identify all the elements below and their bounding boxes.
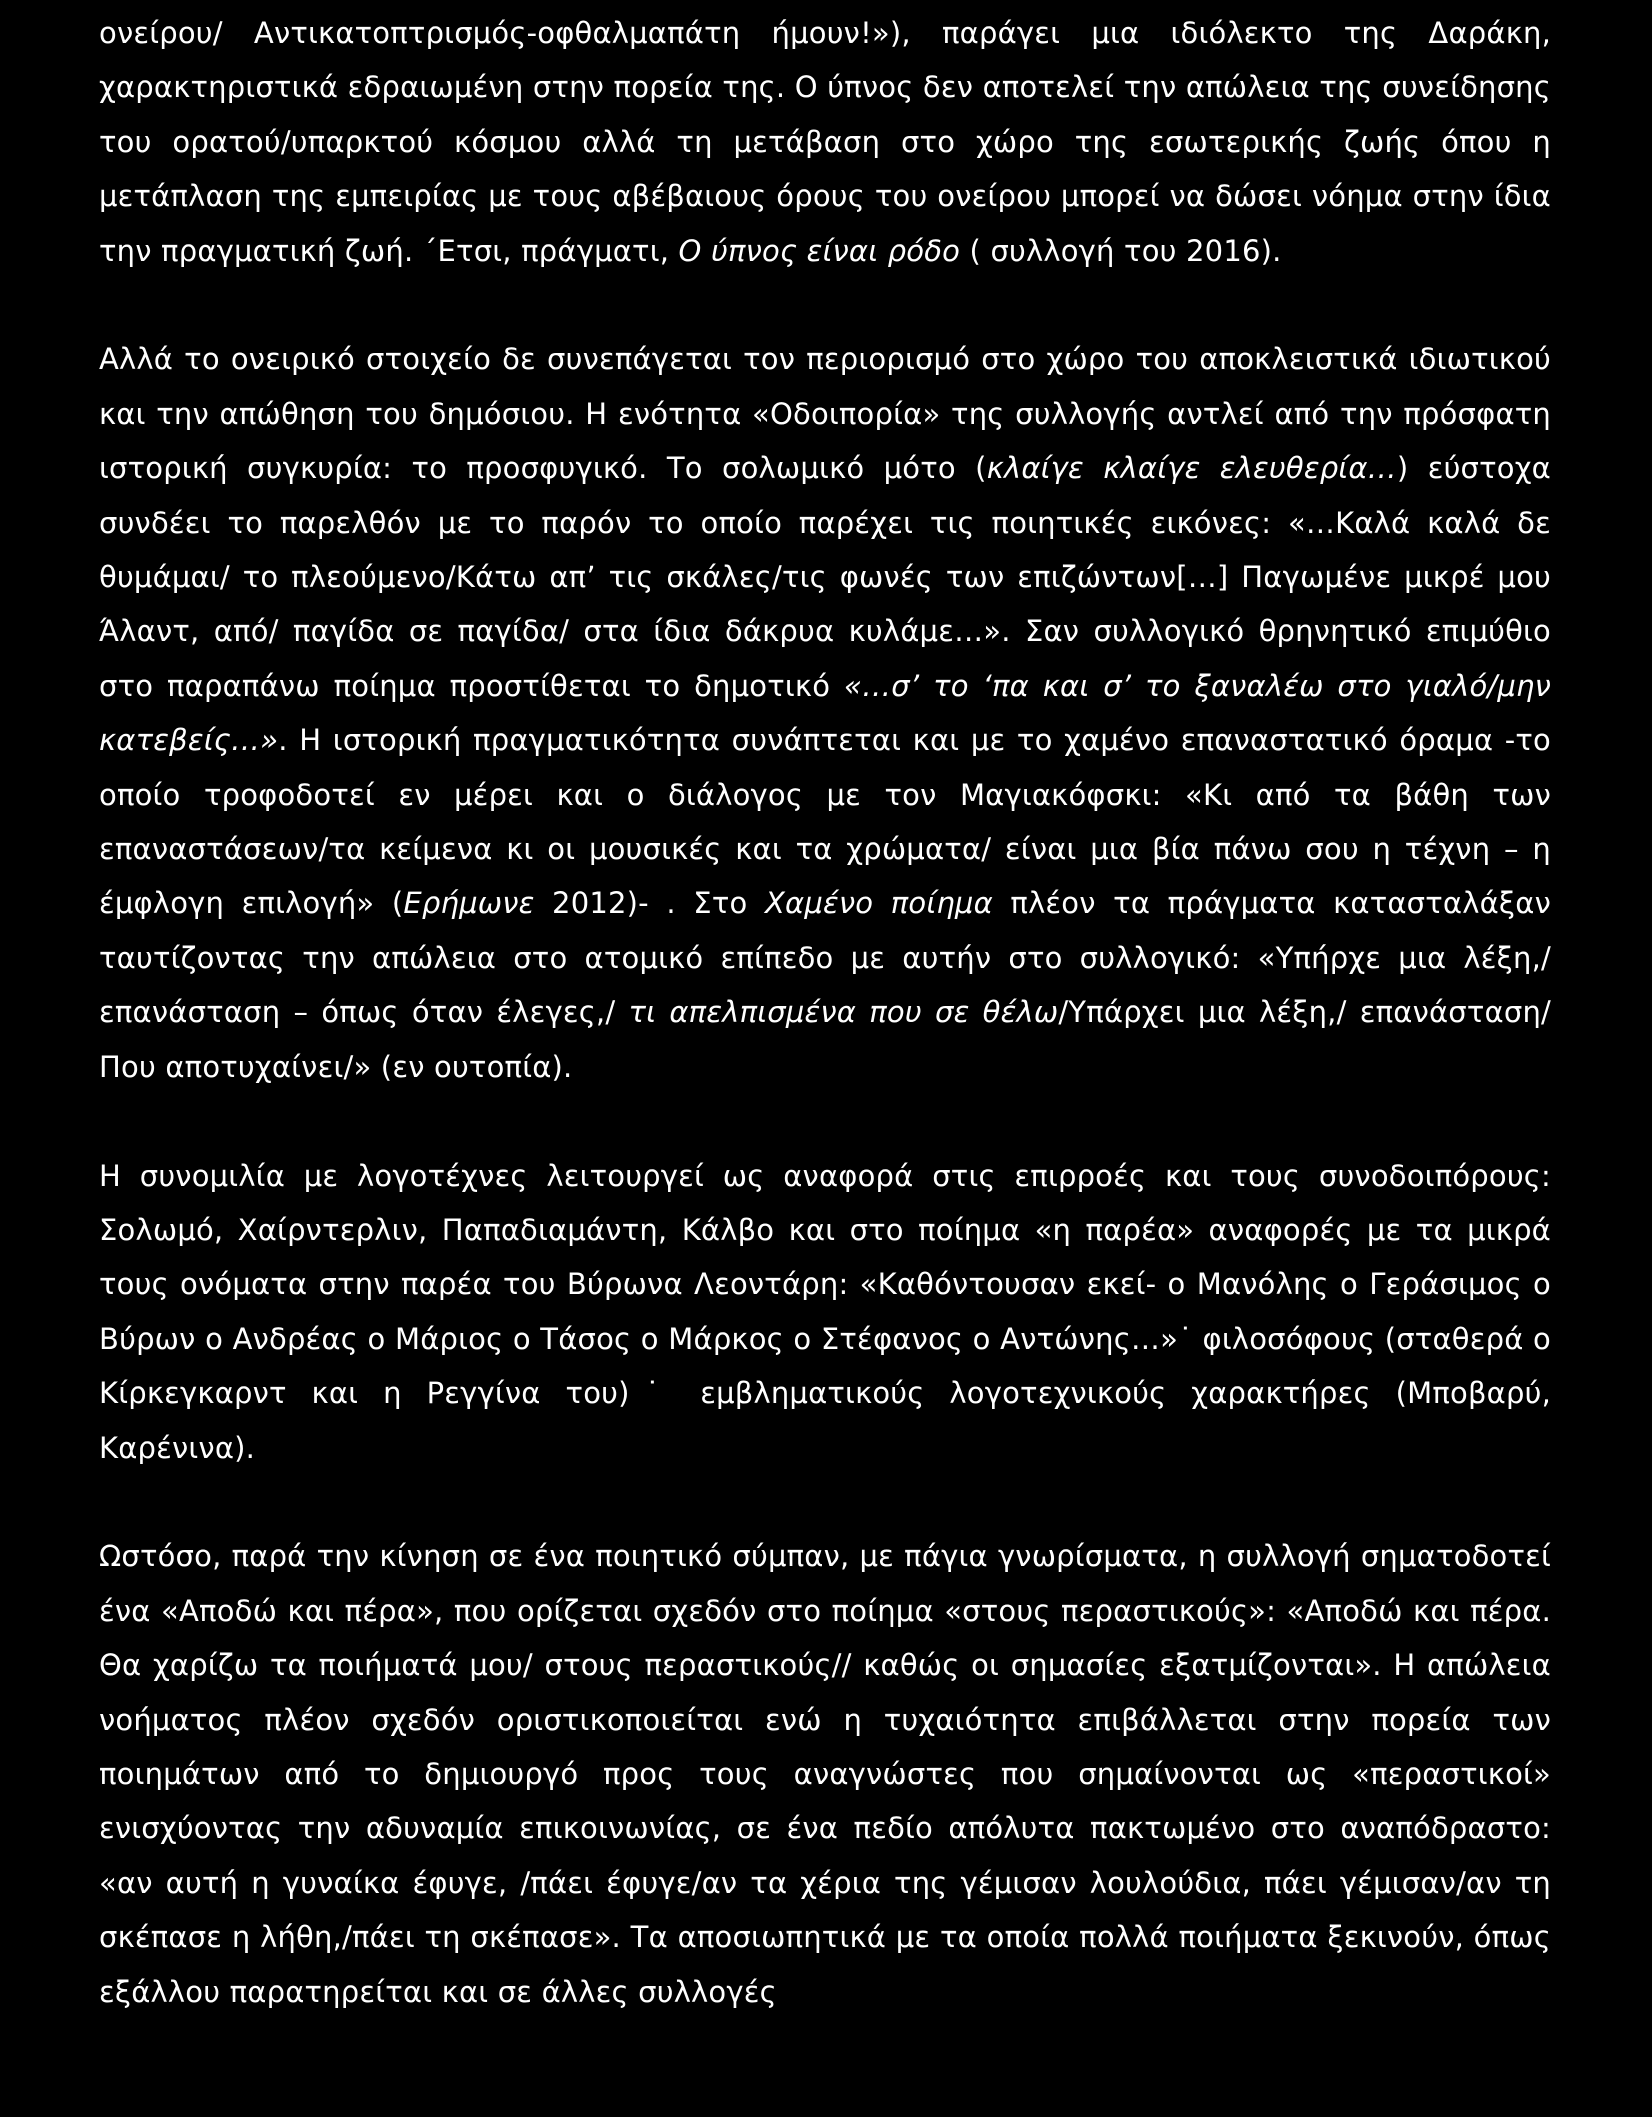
- paragraph-text: Ωστόσο, παρά την κίνηση σε ένα ποιητικό σύμπαν, με πάγια γνωρίσματα, η συλλογή σηματοδοτεί ένα «Αποδώ και πέρα», που ορίζεται σχεδόν στο ποίημα «στους περαστικούς»: «Αποδώ και πέρα. Θα χαρίζω τα ποιήματά μου/ στους περαστικούς// καθώς οι σημασίες εξατμίζονται». Η απώλεια νοήματος πλέον σχεδόν οριστικοποιείται ενώ η τυχαιότητα επιβάλλεται στην πορεία των ποιημάτων από το δημιουργό προς τους αναγνώστες που σημαίνονται ως «περαστικοί» ενισχύοντας την αδυναμία επικοινωνίας, σε ένα πεδίο απόλυτα πακτωμένο στο αναπόδραστο: «αν αυτή η γυναίκα έφυγε, /πάει έφυγε/αν τα χέρια της γέμισαν λουλούδια, πάει γέμισαν/αν τη σκέπασε η λήθη,/πάει τη σκέπασε». Τα αποσιωπητικά με τα οποία πολλά ποιήματα ξεκινούν, όπως εξάλλου παρατηρείται και σε άλλες συλλογές: [99, 1539, 1551, 2009]
- document-page: [99, 6, 1551, 2019]
- paragraph-passersby: [99, 1529, 1551, 2019]
- folk-song-quote-italic: «…σ’ το ‘πα και σ’ το ξαναλέω στο γιαλό/μην κατεβείς…»: [99, 668, 1551, 758]
- paragraph-text: 2012)- . Στο: [534, 886, 765, 921]
- paragraph-sleep-dream: [99, 6, 1551, 278]
- paragraph-literary-dialogue: [99, 1149, 1551, 1475]
- paragraph-text: . Η ιστορική πραγματικότητα συνάπτεται και με το χαμένο επαναστατικό όραμα -το οποίο τροφοδοτεί εν μέρει και ο διάλογος με τον Μαγιακόφσκι: «Κι από τα βάθη των επαναστάσεων/τα κείμενα κι οι μουσικές και τα χρώματα/ είναι μια βία πάνω σου η τέχνη – η έμφλογη επιλογή» (: [99, 723, 1551, 921]
- paragraph-text: Αλλά το ονειρικό στοιχείο δε συνεπάγεται τον περιορισμό στο χώρο του αποκλειστικά ιδιωτικού και την απώθηση του δημόσιου. Η ενότητα «Οδοιπορία» της συλλογής αντλεί από την πρόσφατη ιστορική συγκυρία: το προσφυγικό. Το σολωμικό μότο (: [99, 342, 1551, 486]
- book-title-italic: Ο ύπνος είναι ρόδο: [678, 233, 961, 268]
- paragraph-text: ( συλλογή του 2016).: [960, 233, 1282, 268]
- book-title-italic: Ερήμωνε: [403, 886, 535, 921]
- quote-italic: τι απελπισμένα που σε θέλω: [628, 995, 1059, 1030]
- paragraph-text: ονείρου/ Αντικατοπτρισμός-οφθαλμαπάτη ήμουν!»), παράγει μια ιδιόλεκτο της Δαράκη, χαρακτηριστικά εδραιωμένη στην πορεία της. Ο ύπνος δεν αποτελεί την απώλεια της συνείδησης του ορατού/υπαρκτού κόσμου αλλά τη μετάβαση στο χώρο της εσωτερικής ζωής όπου η μετάπλαση της εμπειρίας με τους αβέβαιους όρους του ονείρου μπορεί να δώσει νόημα στην ίδια την πραγματική ζωή. ΄Ετσι, πράγματι,: [99, 16, 1551, 268]
- paragraph-refugee-history: [99, 332, 1551, 1094]
- paragraph-text: Η συνομιλία με λογοτέχνες λειτουργεί ως αναφορά στις επιρροές και τους συνοδοιπόρους: Σολωμό, Χαίρντερλιν, Παπαδιαμάντη, Κάλβο και στο ποίημα «η παρέα» αναφορές με τα μικρά τους ονόματα στην παρέα του Βύρωνα Λεοντάρη: «Καθόντουσαν εκεί- ο Μανόλης ο Γεράσιμος ο Βύρων ο Ανδρέας ο Μάριος ο Τάσος ο Μάρκος ο Στέφανος ο Αντώνης…»˙ φιλοσόφους (σταθερά ο Κίρκεγκαρντ και η Ρεγγίνα του)˙ εμβληματικούς λογοτεχνικούς χαρακτήρες (Μποβαρύ, Καρένινα).: [99, 1158, 1551, 1465]
- motto-italic: κλαίγε κλαίγε ελευθερία…: [986, 451, 1397, 486]
- paragraph-text: /Υπάρχει μια λέξη,/ επανάσταση/Που αποτυχαίνει/» (εν ουτοπία).: [99, 995, 1551, 1084]
- book-title-italic: Χαμένο ποίημα: [764, 886, 993, 921]
- paragraph-text: πλέον τα πράγματα κατασταλάξαν ταυτίζοντας την απώλεια στο ατομικό επίπεδο με αυτήν στο συλλογικό: «Υπήρχε μια λέξη,/επανάσταση – όπως όταν έλεγες,/: [99, 886, 1551, 1030]
- paragraph-text: ) εύστοχα συνδέει το παρελθόν με το παρόν το οποίο παρέχει τις ποιητικές εικόνες: «…Καλά καλά δε θυμάμαι/ το πλεούμενο/Κάτω απ’ τις σκάλες/τις φωνές των επιζώντων[…] Παγωμένε μικρέ μου Άλαντ, από/ παγίδα σε παγίδα/ στα ίδια δάκρυα κυλάμε…». Σαν συλλογικό θρηνητικό επιμύθιο στο παραπάνω ποίημα προστίθεται το δημοτικό: [99, 451, 1551, 703]
